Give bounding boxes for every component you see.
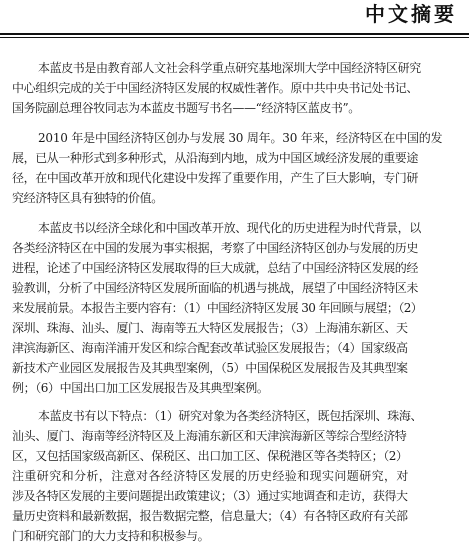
text-line: 新技术产业园区发展报告及其典型案例，（5）中国保税区发展报告及其典型案: [12, 361, 408, 375]
text-line: 津滨海新区、海南洋浦开发区和综合配套改革试验区发展报告；（4）国家级高: [12, 341, 408, 355]
text-line: 国务院副总理谷牧同志为本蓝皮书题写书名——“经济特区蓝皮书”。: [12, 101, 360, 115]
heading-rule-thick: [0, 33, 469, 35]
text-line: 注重研究和分析，注意对各经济特区发展的历史经验和现实问题研究，对: [12, 469, 409, 483]
text-line: 各类经济特区在中国的发展为事实根据，考察了中国经济特区创办与发展的历史: [12, 241, 419, 255]
text-line: 门和研究部门的大力支持和积极参与。: [12, 529, 210, 543]
text-line: 区，又包括国家级高新区、保税区、出口加工区、保税港区等各类特区；（2）: [12, 449, 408, 463]
text-line: 径，在中国改革开放和现代化建设中发挥了重要作用，产生了巨大影响，专门研: [12, 171, 419, 185]
text-line: 究经济特区具有独特的价值。: [12, 191, 163, 205]
text-line: 2010 年是中国经济特区创办与发展 30 周年。30 年来，经济特区在中国的发: [38, 131, 443, 145]
text-line: 展，已从一种形式到多种形式，从沿海到内地，成为中国区域经济发展的重要途: [12, 151, 419, 165]
text-line: 本蓝皮书是由教育部人文社会科学重点研究基地深圳大学中国经济特区研究: [38, 61, 421, 75]
text-line: 中心组织完成的关于中国经济特区发展的权威性著作。原中共中央书记处书记、: [12, 81, 419, 95]
text-line: 进程，论述了中国经济特区发展取得的巨大成就，总结了中国经济特区发展的经: [12, 261, 419, 275]
text-line: 验教训，分析了中国经济特区发展所面临的机遇与挑战，展望了中国经济特区未: [12, 281, 419, 295]
text-line: 例；（6）中国出口加工区发展报告及其典型案例。: [12, 381, 269, 395]
text-line: 汕头、厦门、海南等经济特区及上海浦东新区和天津滨海新区等综合型经济特: [12, 429, 407, 443]
page-heading: 中文摘要: [365, 2, 457, 26]
text-line: 本蓝皮书以经济全球化和中国改革开放、现代化的历史进程为时代背景，以: [38, 221, 421, 235]
text-line: 来发展前景。本报告主要内容有：（1）中国经济特区发展 30 年回顾与展望；（2）: [12, 301, 423, 315]
text-line: 涉及各特区发展的主要问题提出政策建议；（3）通过实地调查和走访，获得大: [12, 489, 408, 503]
text-line: 量历史资料和最新数据，报告数据完整，信息量大；（4）有各特区政府有关部: [12, 509, 408, 523]
heading-rule-thin: [0, 37, 469, 38]
text-line: 深圳、珠海、汕头、厦门、海南等五大特区发展报告；（3）上海浦东新区、天: [12, 321, 408, 335]
text-line: 本蓝皮书有以下特点：（1）研究对象为各类经济特区，既包括深圳、珠海、: [38, 409, 423, 423]
